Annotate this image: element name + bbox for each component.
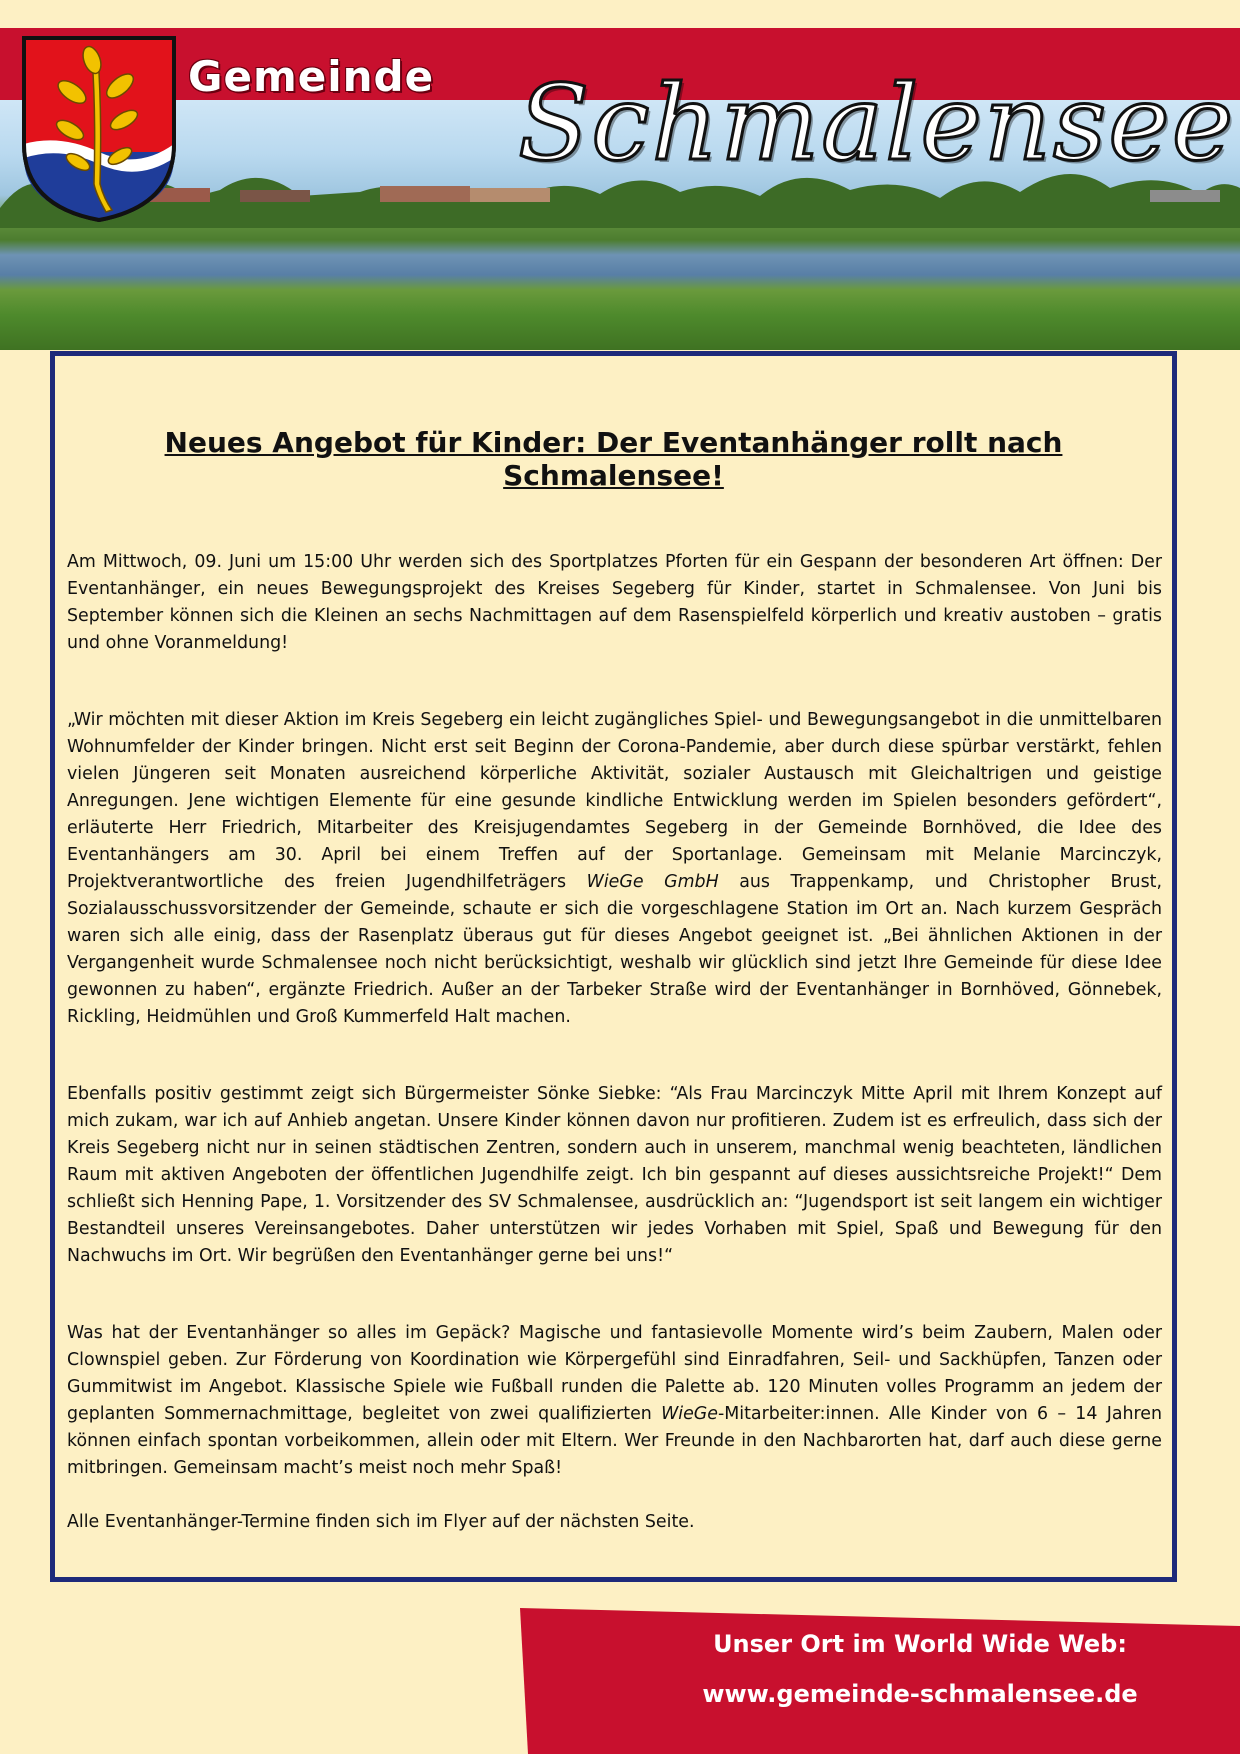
article-headline: Neues Angebot für Kinder: Der Eventanhänger rollt nach Schmalensee! — [164, 426, 1063, 492]
paragraph-5: Alle Eventanhänger-Termine finden sich im Flyer auf der nächsten Seite. — [67, 1512, 695, 1532]
header-town-name: Schmalensee — [518, 62, 1236, 184]
footer-banner — [520, 1598, 1240, 1754]
paragraph-2 — [67, 707, 1162, 1031]
footer-web-label: Unser Ort im World Wide Web: — [713, 1630, 1127, 1658]
paragraph-2-company: WieGe GmbH — [586, 872, 719, 892]
header-banner — [0, 0, 1240, 350]
coat-of-arms-logo — [20, 34, 178, 224]
article-body — [67, 549, 1162, 1536]
header-gemeinde-text: Gemeinde — [188, 52, 435, 101]
paragraph-2-part-b: aus Trappenkamp, und Christopher Brust, Sozialausschussvorsitzender der Gemeinde, schaute er sich die vorgeschlagene Station im Ort an. Nach kurzem Gespräch waren sich alle einig, dass der Rasenplatz überaus gut für dieses Angebot geeignet ist. „Bei ähnlichen Aktionen in der Vergangenheit wurde Schmalensee noch nicht berücksichtigt, weshalb wir glücklich sind jetzt Ihre Gemeinde für diese Idee gewonnen zu haben“, ergänzte Friedrich. Außer an der Tarbeker Straße wird der Eventanhänger in Bornhöved, Gönnebek, Rickling, Heidmühlen und Groß Kummerfeld Halt machen. — [67, 872, 1162, 1027]
paragraph-4 — [67, 1320, 1162, 1482]
paragraph-4-company: WieGe — [661, 1404, 718, 1424]
article-box — [50, 351, 1177, 1582]
footer-website-link[interactable]: www.gemeinde-schmalensee.de — [702, 1680, 1138, 1708]
footer-red-shape — [520, 1598, 1240, 1754]
paragraph-1: Am Mittwoch, 09. Juni um 15:00 Uhr werden sich des Sportplatzes Pforten für ein Gespann der besonderen Art öffnen: Der Eventanhänger, ein neues Bewegungsprojekt des Kreises Segeberg für Kinder, startet in Schmalensee. Von Juni bis September können sich die Kleinen an sechs Nachmittagen auf dem Rasenspielfeld körperlich und kreativ austoben – gratis und ohne Voranmeldung! — [67, 552, 1162, 653]
paragraph-4-part-b: -Mitarbeiter:innen. Alle Kinder von 6 – 14 Jahren können einfach spontan vorbeikommen, allein oder mit Eltern. Wer Freunde in den Nachbarorten hat, darf auch diese gerne mitbringen. Gemeinsam macht’s meist noch mehr Spaß! — [67, 1404, 1162, 1478]
paragraph-4-part-a: Was hat der Eventanhänger so alles im Gepäck? Magische und fantasievolle Momente wird’s beim Zaubern, Malen oder Clownspiel geben. Zur Förderung von Koordination wie Körpergefühl sind Einradfahren, Seil- und Sackhüpfen, Tanzen oder Gummitwist im Angebot. Klassische Spiele wie Fußball runden die Palette ab. 120 Minuten volles Programm an jedem der geplanten Sommernachmittage, begleitet von zwei qualifizierten — [67, 1323, 1162, 1424]
paragraph-2-part-a: „Wir möchten mit dieser Aktion im Kreis Segeberg ein leicht zugängliches Spiel- und Bewegungsangebot in die unmittelbaren Wohnumfelder der Kinder bringen. Nicht erst seit Beginn der Corona-Pandemie, aber durch diese spürbar verstärkt, fehlen vielen Jüngeren seit Monaten ausreichend körperliche Aktivität, sozialer Austausch mit Gleichaltrigen und geistige Anregungen. Jene wichtigen Elemente für eine gesunde kindliche Entwicklung werden im Spielen besonders gefördert“, erläuterte Herr Friedrich, Mitarbeiter des Kreisjugendamtes Segeberg in der Gemeinde Bornhöved, die Idee des Eventanhängers am 30. April bei einem Treffen auf der Sportanlage. Gemeinsam mit Melanie Marcinczyk, Projektverantwortliche des freien Jugendhilfeträgers — [67, 710, 1162, 892]
paragraph-3: Ebenfalls positiv gestimmt zeigt sich Bürgermeister Sönke Siebke: “Als Frau Marcinczyk Mitte April mit Ihrem Konzept auf mich zukam, war ich auf Anhieb angetan. Unsere Kinder können davon nur profitieren. Zudem ist es erfreulich, dass sich der Kreis Segeberg nicht nur in seinen städtischen Zentren, sondern auch in unserem, manchmal wenig beachteten, ländlichen Raum mit aktiven Angeboten der öffentlichen Jugendhilfe zeigt. Ich bin gespannt auf dieses aussichtsreiche Projekt!“ Dem schließt sich Henning Pape, 1. Vorsitzender des SV Schmalensee, ausdrücklich an: “Jugendsport ist seit langem ein wichtiger Bestandteil unseres Vereinsangebotes. Daher unterstützen wir jedes Vorhaben mit Spiel, Spaß und Bewegung für den Nachwuchs im Ort. Wir begrüßen den Eventanhänger gerne bei uns!“ — [67, 1084, 1162, 1266]
